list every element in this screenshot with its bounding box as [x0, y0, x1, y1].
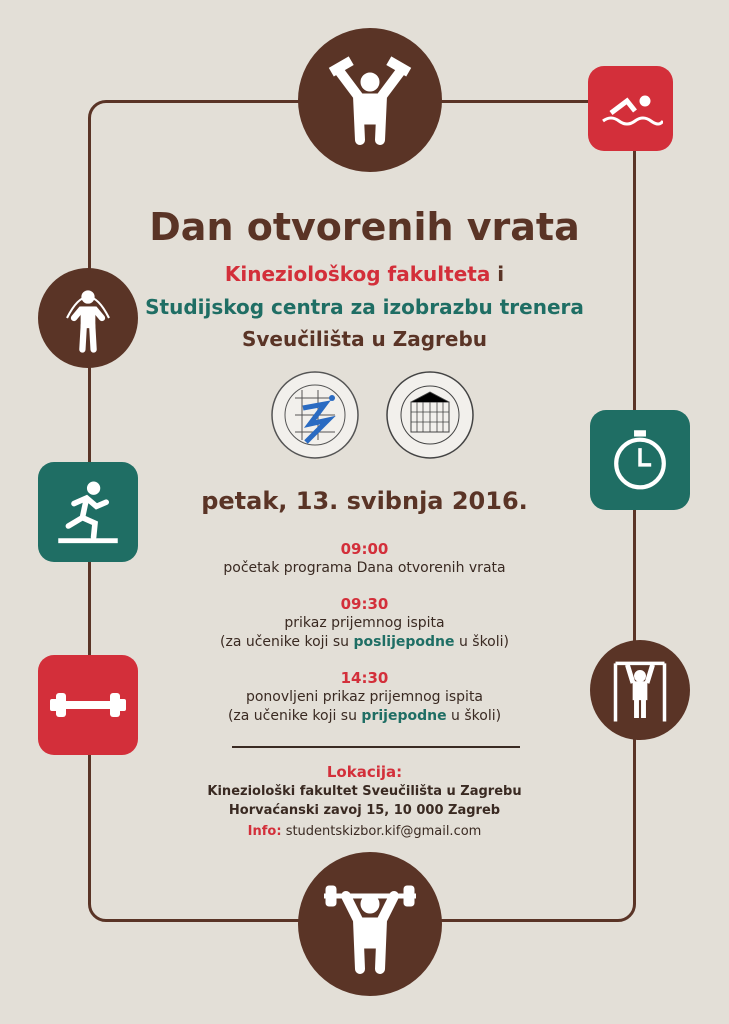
location-label: Lokacija:: [326, 763, 403, 781]
divider: [232, 746, 520, 748]
barbell-lift-icon: [298, 852, 442, 996]
schedule-item: [0, 669, 729, 726]
subtitle-line-3: Sveučilišta u Zagrebu: [241, 327, 488, 351]
location-line-2: Horvaćanski zavoj 15, 10 000 Zagreb: [228, 803, 501, 818]
dumbbell-lift-icon: [298, 28, 442, 172]
schedule-note: [0, 633, 729, 652]
page-title: Dan otvorenih vrata: [149, 205, 580, 249]
note-highlight: prijepodne: [361, 708, 447, 724]
location-block: [0, 763, 729, 841]
subtitle-line-2: Studijskog centra za izobrazbu trenera: [145, 295, 584, 319]
schedule-item: [0, 540, 729, 578]
schedule-desc: početak programa Dana otvorenih vrata: [223, 560, 506, 576]
note-text: u školi): [446, 708, 502, 724]
info-label: Info:: [247, 824, 282, 839]
schedule-time: 09:30: [340, 595, 389, 613]
note-highlight: poslijepodne: [353, 634, 455, 650]
note-text: (za učenike koji su: [227, 708, 362, 724]
note-text: (za učenike koji su: [220, 634, 354, 650]
location-line-1: Kineziološki fakultet Sveučilišta u Zagrebu: [207, 784, 522, 799]
schedule-item: [0, 595, 729, 652]
schedule-desc: ponovljeni prikaz prijemnog ispita: [245, 689, 484, 705]
schedule-time: 09:00: [340, 540, 389, 558]
schedule-desc: prikaz prijemnog ispita: [284, 615, 445, 631]
info-line: [0, 822, 729, 841]
note-text: u školi): [454, 634, 509, 650]
swimming-icon: [588, 66, 673, 151]
info-email[interactable]: studentskizbor.kif@gmail.com: [285, 824, 482, 839]
kif-logo: [270, 370, 360, 460]
faculty-name: Kineziološkog fakulteta: [224, 262, 491, 286]
conjunction: i: [497, 262, 505, 286]
schedule-note: [0, 707, 729, 726]
schedule-time: 14:30: [340, 669, 389, 687]
subtitle-line-1: [0, 262, 729, 286]
university-seal: [385, 370, 475, 460]
event-date: petak, 13. svibnja 2016.: [201, 487, 528, 515]
